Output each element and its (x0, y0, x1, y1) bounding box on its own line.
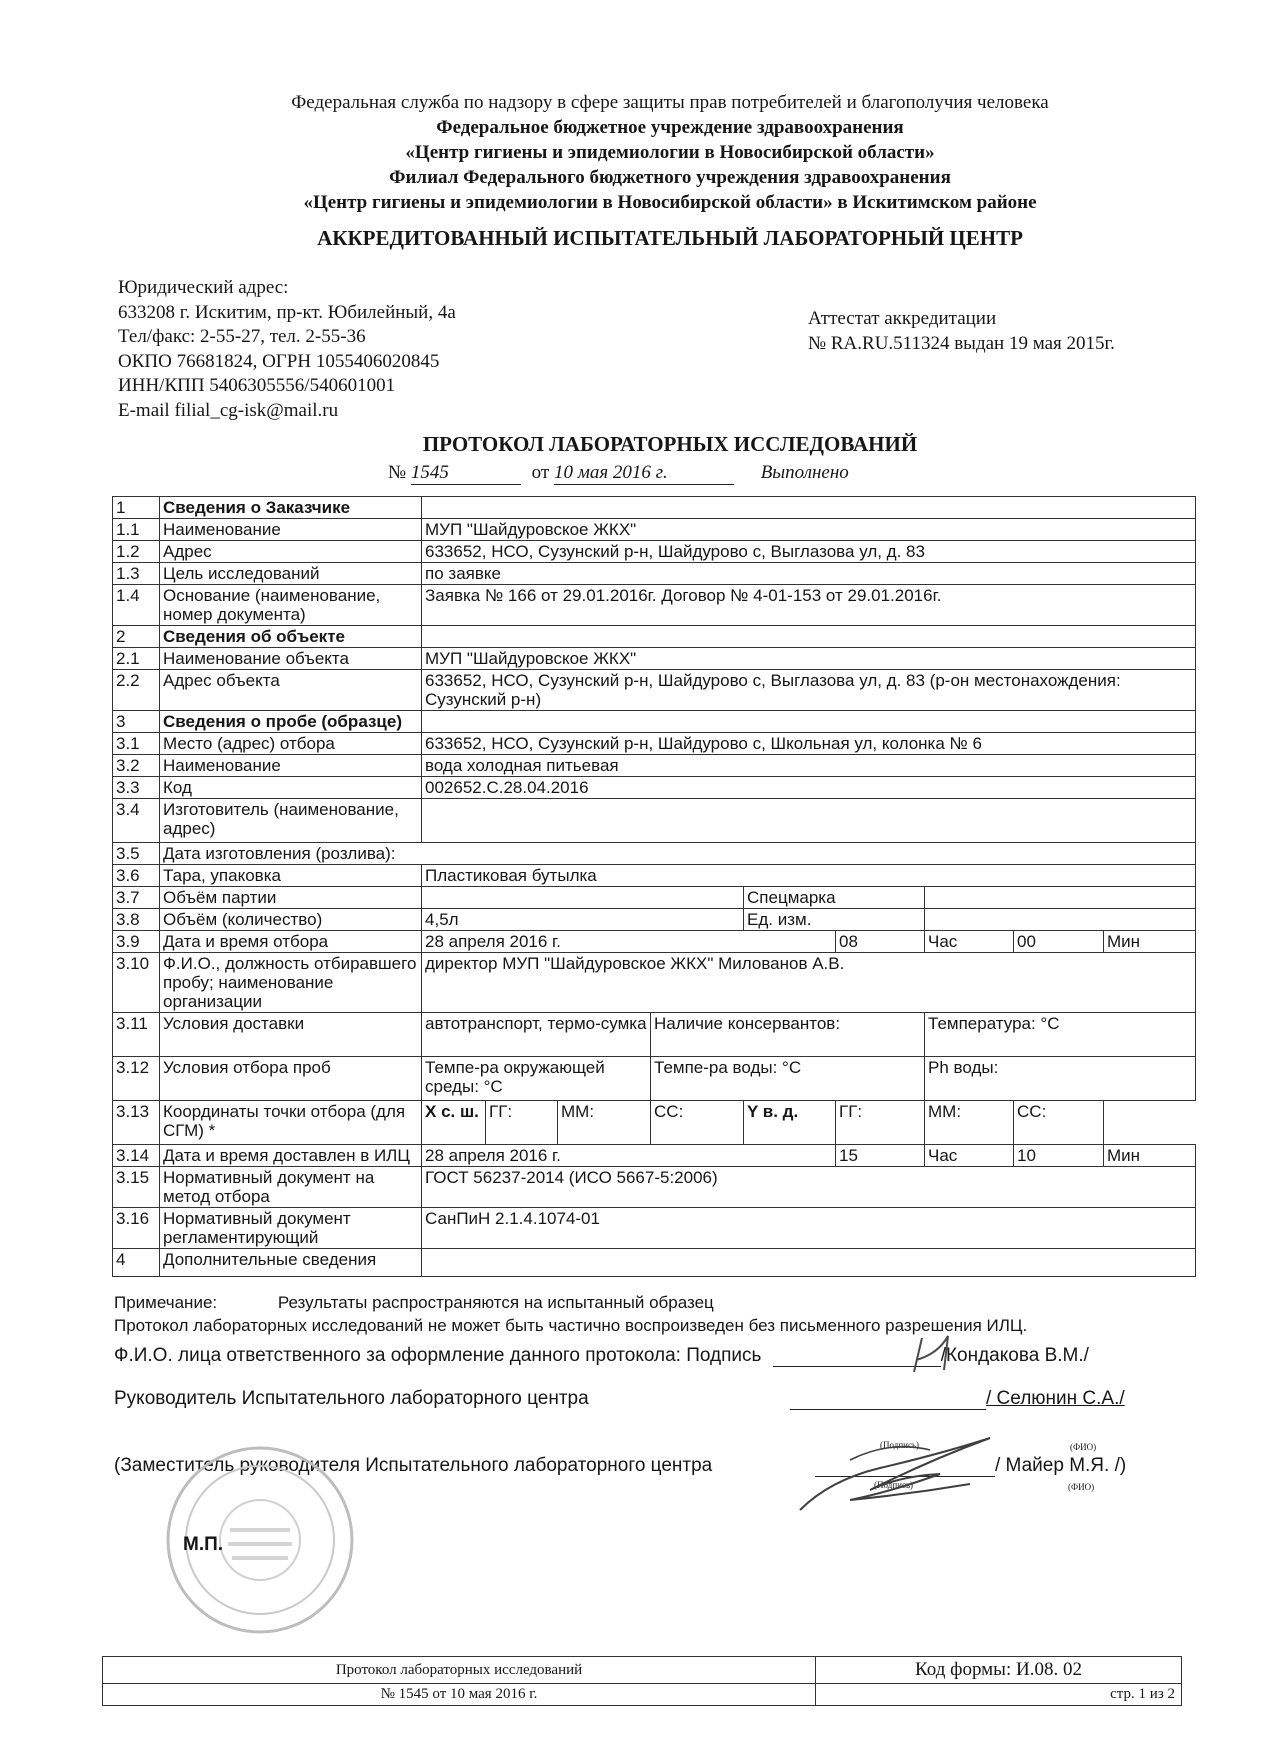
row-num: 3.12 (113, 1057, 160, 1101)
table-row (113, 648, 1196, 670)
responsible-label: Ф.И.О. лица ответственного за оформление данного протокола: Подпись (114, 1345, 762, 1366)
coord-x-sec: СС: (651, 1101, 744, 1145)
table-row (113, 541, 1196, 563)
inn-line: ИНН/КПП 5406305556/540601001 (118, 375, 396, 396)
row-value: 633652, НСО, Сузунский р-н, Шайдурово с, Школьная ул, колонка № 6 (422, 733, 1196, 755)
header-agency: Федеральная служба по надзору в сфере защиты прав потребителей и благополучия человека (291, 92, 1049, 113)
deputy-name: / Майер М.Я. /) (995, 1455, 1127, 1476)
coord-y-label: Y в. д. (744, 1101, 836, 1145)
sampling-date: 28 апреля 2016 г. (422, 931, 836, 953)
table-row (113, 843, 1196, 865)
row-num: 4 (113, 1249, 160, 1277)
water-temp: Темпе-ра воды: °С (651, 1057, 925, 1101)
footer-protocol-ref: № 1545 от 10 мая 2016 г. (103, 1684, 816, 1706)
number-sign: № (388, 462, 407, 483)
form-code: Код формы: И.08. 02 (816, 1657, 1182, 1684)
table-row (113, 1167, 1196, 1208)
fio-caption: (ФИО) (1070, 1442, 1097, 1452)
stamp-place-label: М.П. (183, 1534, 224, 1555)
note-text: Результаты распространяются на испытанный образец (277, 1293, 714, 1312)
hour-value: 15 (836, 1145, 925, 1167)
table-row (113, 1013, 1196, 1057)
row-num: 3.6 (113, 865, 160, 887)
header-institution: Федеральное бюджетное учреждение здравоохранения (436, 117, 904, 138)
note-label: Примечание: (114, 1293, 218, 1312)
row-num: 3.16 (113, 1208, 160, 1249)
minute-value: 00 (1014, 931, 1104, 953)
row-num: 3.14 (113, 1145, 160, 1167)
row-num: 3.10 (113, 953, 160, 1013)
row-num: 1 (113, 497, 160, 519)
preservatives: Наличие консервантов: (651, 1013, 925, 1057)
table-row (113, 909, 1196, 931)
row-num: 3.5 (113, 843, 160, 865)
row-num: 1.2 (113, 541, 160, 563)
table-row (113, 1101, 1196, 1145)
row-num: 3 (113, 711, 160, 733)
row-label: Условия доставки (160, 1013, 422, 1057)
accreditation-label: Аттестат аккредитации (808, 308, 997, 329)
row-num: 1.3 (113, 563, 160, 585)
row-num: 2 (113, 626, 160, 648)
row-num: 2.2 (113, 670, 160, 711)
row-num: 2.1 (113, 648, 160, 670)
protocol-date: 10 мая 2016 г. (554, 462, 734, 485)
row-value: 633652, НСО, Сузунский р-н, Шайдурово с, Выглазова ул, д. 83 (422, 541, 1196, 563)
page-number: стр. 1 из 2 (816, 1684, 1182, 1706)
document-header (170, 90, 1170, 215)
email-line: E-mail filial_cg-isk@mail.ru (118, 399, 339, 421)
from-word: от (531, 462, 550, 483)
minute-label: Мин (1104, 1145, 1196, 1167)
temperature: Температура: °С (925, 1013, 1196, 1057)
section-title: Сведения о Заказчике (160, 497, 422, 519)
section-sample (113, 711, 1196, 733)
table-row (113, 931, 1196, 953)
row-num: 1.1 (113, 519, 160, 541)
note-line-2: Протокол лабораторных исследований не может быть частично воспроизведен без письменного разрешения ИЛЦ. (114, 1316, 1028, 1335)
section-customer (113, 497, 1196, 519)
table-row (113, 563, 1196, 585)
row-label: Дата и время отбора (160, 931, 422, 953)
row-label: Ф.И.О., должность отбиравшего пробу; наименование организации (160, 953, 422, 1013)
protocol-number-line (388, 462, 849, 485)
fio-caption-2: (ФИО) (1068, 1482, 1095, 1492)
row-label: Место (адрес) отбора (160, 733, 422, 755)
row-label: Наименование объекта (160, 648, 422, 670)
unit-label: Ед. изм. (744, 909, 925, 931)
protocol-status: Выполнено (760, 462, 849, 483)
hour-label: Час (925, 931, 1014, 953)
handwritten-signature-kondakova (900, 1330, 980, 1380)
hour-label: Час (925, 1145, 1014, 1167)
table-row (113, 519, 1196, 541)
minute-label: Мин (1104, 931, 1196, 953)
row-value (422, 799, 1196, 843)
table-row (113, 1145, 1196, 1167)
row-label: Объём партии (160, 887, 422, 909)
row-label: Условия отбора проб (160, 1057, 422, 1101)
footer-title: Протокол лабораторных исследований (103, 1657, 816, 1684)
address-line: 633208 г. Искитим, пр-кт. Юбилейный, 4а (118, 301, 456, 323)
delivery-date: 28 апреля 2016 г. (422, 1145, 836, 1167)
row-num: 3.7 (113, 887, 160, 909)
header-branch-center: «Центр гигиены и эпидемиологии в Новосибирской области» в Искитимском районе (303, 192, 1037, 213)
table-row (113, 670, 1196, 711)
protocol-title: ПРОТОКОЛ ЛАБОРАТОРНЫХ ИССЛЕДОВАНИЙ (422, 432, 918, 456)
row-value: директор МУП "Шайдуровское ЖКХ" Милованов А.В. (422, 953, 1196, 1013)
row-num: 3.9 (113, 931, 160, 953)
responsible-name: /Кондакова В.М./ (940, 1345, 1089, 1366)
minute-value: 10 (1014, 1145, 1104, 1167)
water-ph: Ph воды: (925, 1057, 1196, 1101)
table-row (113, 865, 1196, 887)
row-label: Изготовитель (наименование, адрес) (160, 799, 422, 843)
address-label: Юридический адрес: (118, 277, 289, 298)
row-value: МУП "Шайдуровское ЖКХ" (422, 519, 1196, 541)
head-label: Руководитель Испытательного лабораторного центра (114, 1388, 589, 1409)
row-label: Дополнительные сведения (160, 1249, 422, 1277)
table-row (113, 733, 1196, 755)
row-num: 3.4 (113, 799, 160, 843)
section-title: Сведения об объекте (160, 626, 422, 648)
row-num: 3.8 (113, 909, 160, 931)
table-row (113, 1057, 1196, 1101)
handwritten-signature-mayer (790, 1420, 1010, 1530)
row-label: Объём (количество) (160, 909, 422, 931)
head-name: / Селюнин С.А./ (986, 1388, 1125, 1409)
table-row (113, 755, 1196, 777)
note-line (114, 1293, 714, 1313)
signature-caption-2: (Подпись) (874, 1480, 914, 1490)
delivery-transport: автотранспорт, термо-сумка (422, 1013, 651, 1057)
row-value: МУП "Шайдуровское ЖКХ" (422, 648, 1196, 670)
row-label: Дата изготовления (розлива): (160, 843, 1196, 865)
table-row (113, 1249, 1196, 1277)
row-label: Тара, упаковка (160, 865, 422, 887)
deputy-label: (Заместитель руководителя Испытательного лабораторного центра (114, 1455, 713, 1476)
protocol-table (112, 496, 1196, 1277)
row-num: 3.1 (113, 733, 160, 755)
row-num: 3.13 (113, 1101, 160, 1145)
phone-line: Тел/факс: 2-55-27, тел. 2-55-36 (118, 326, 366, 347)
ambient-temp: Темпе-ра окружающей среды: °С (422, 1057, 651, 1101)
row-label: Наименование (160, 755, 422, 777)
row-value: по заявке (422, 563, 1196, 585)
row-value: Заявка № 166 от 29.01.2016г. Договор № 4-01-153 от 29.01.2016г. (422, 585, 1196, 626)
protocol-number: 1545 (411, 462, 521, 485)
row-label: Основание (наименование, номер документа) (160, 585, 422, 626)
header-branch: Филиал Федерального бюджетного учреждения здравоохранения (389, 167, 951, 188)
row-num: 3.3 (113, 777, 160, 799)
accreditation-number: № RA.RU.511324 выдан 19 мая 2015г. (808, 332, 1115, 354)
signature-caption: (Подпись) (880, 1440, 920, 1450)
coord-y-min: ММ: (925, 1101, 1014, 1145)
row-value: ГОСТ 56237-2014 (ИСО 5667-5:2006) (422, 1167, 1196, 1208)
coord-x-deg: ГГ: (486, 1101, 558, 1145)
row-value: вода холодная питьевая (422, 755, 1196, 777)
row-label: Координаты точки отбора (для СГМ) * (160, 1101, 422, 1145)
lab-title: АККРЕДИТОВАННЫЙ ИСПЫТАТЕЛЬНЫЙ ЛАБОРАТОРНЫЙ ЦЕНТР (317, 226, 1023, 250)
row-label: Цель исследований (160, 563, 422, 585)
page-footer (102, 1656, 1182, 1706)
row-value: 002652.С.28.04.2016 (422, 777, 1196, 799)
hour-value: 08 (836, 931, 925, 953)
coord-y-deg: ГГ: (836, 1101, 925, 1145)
table-row (113, 585, 1196, 626)
table-row (113, 799, 1196, 843)
legal-address-block (118, 276, 456, 423)
row-value: 633652, НСО, Сузунский р-н, Шайдурово с, Выглазова ул, д. 83 (р-он местонахождения: Сузунский р-н) (422, 670, 1196, 711)
row-label: Адрес объекта (160, 670, 422, 711)
okpo-line: ОКПО 76681824, ОГРН 1055406020845 (118, 350, 440, 372)
row-num: 1.4 (113, 585, 160, 626)
coord-x-min: ММ: (558, 1101, 651, 1145)
row-label: Код (160, 777, 422, 799)
row-value: 4,5л (422, 909, 744, 931)
row-value: СанПиН 2.1.4.1074-01 (422, 1208, 1196, 1249)
special-mark: Спецмарка (744, 887, 925, 909)
coord-y-sec: СС: (1014, 1101, 1104, 1145)
row-num: 3.11 (113, 1013, 160, 1057)
row-num: 3.15 (113, 1167, 160, 1208)
table-row (113, 953, 1196, 1013)
table-row (113, 777, 1196, 799)
section-title: Сведения о пробе (образце) (160, 711, 422, 733)
row-label: Дата и время доставлен в ИЛЦ (160, 1145, 422, 1167)
row-label: Адрес (160, 541, 422, 563)
table-row (113, 1208, 1196, 1249)
row-value: Пластиковая бутылка (422, 865, 1196, 887)
header-center: «Центр гигиены и эпидемиологии в Новосибирской области» (405, 142, 935, 163)
row-label: Наименование (160, 519, 422, 541)
section-object (113, 626, 1196, 648)
accreditation-block (808, 307, 1115, 356)
coord-x-label: X с. ш. (422, 1101, 486, 1145)
table-row (113, 887, 1196, 909)
head-signature-blank (790, 1391, 986, 1410)
row-label: Нормативный документ регламентирующий (160, 1208, 422, 1249)
row-label: Нормативный документ на метод отбора (160, 1167, 422, 1208)
head-signature-line (790, 1388, 1125, 1410)
row-num: 3.2 (113, 755, 160, 777)
